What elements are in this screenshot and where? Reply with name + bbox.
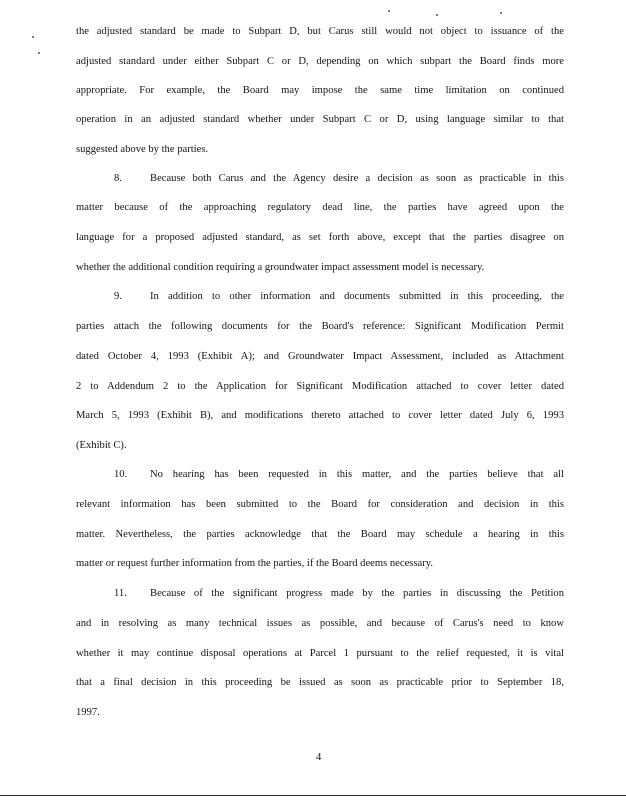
continuation-line: appropriate. For example, the Board may impose the same time limitation on continued bbox=[76, 85, 564, 96]
paragraph-line: whether it may continue disposal operations at Parcel 1 pursuant to the relief requested, it is vital bbox=[76, 648, 564, 659]
paragraph-line: Because of the significant progress made by the parties in discussing the Petition bbox=[150, 588, 564, 599]
continuation-line: the adjusted standard be made to Subpart D, but Carus still would not object to issuance of the bbox=[76, 26, 564, 37]
paragraph-line: Because both Carus and the Agency desire a decision as soon as practicable in this bbox=[150, 173, 564, 184]
page-bottom-rule bbox=[0, 795, 626, 796]
paragraph-line: matter because of the approaching regulatory dead line, the parties have agreed upon the bbox=[76, 202, 564, 213]
page-number: 4 bbox=[316, 752, 322, 763]
scan-speck bbox=[388, 10, 390, 12]
paragraph-line: parties attach the following documents for the Board's reference: Significant Modification Permit bbox=[76, 321, 564, 332]
paragraph-line: that a final decision in this proceeding be issued as soon as practicable prior to September 18, bbox=[76, 677, 564, 688]
scan-speck bbox=[38, 52, 40, 54]
paragraph-line: 2 to Addendum 2 to the Application for Significant Modification attached to cover letter dated bbox=[76, 381, 564, 392]
paragraph-line: No hearing has been requested in this matter, and the parties believe that all bbox=[150, 469, 564, 480]
paragraph-line: matter. Nevertheless, the parties acknowledge that the Board may schedule a hearing in this bbox=[76, 529, 564, 540]
paragraph-line: March 5, 1993 (Exhibit B), and modifications thereto attached to cover letter dated July 6, 1993 bbox=[76, 410, 564, 421]
paragraph-number: 8. bbox=[114, 173, 122, 184]
paragraph-line: 1997. bbox=[76, 707, 100, 718]
scan-speck bbox=[32, 36, 34, 38]
scan-speck bbox=[500, 12, 502, 14]
paragraph-line: (Exhibit C). bbox=[76, 440, 127, 451]
paragraph-number: 9. bbox=[114, 291, 122, 302]
continuation-line: adjusted standard under either Subpart C or D, depending on which subpart the Board finds more bbox=[76, 56, 564, 67]
paragraph-number: 11. bbox=[114, 588, 127, 599]
paragraph-number: 10. bbox=[114, 469, 128, 480]
paragraph-line: whether the additional condition requiring a groundwater impact assessment model is necessary. bbox=[76, 262, 485, 273]
paragraph-line: language for a proposed adjusted standard, as set forth above, except that the parties disagree on bbox=[76, 232, 564, 243]
continuation-line: operation in an adjusted standard whether under Subpart C or D, using language similar to that bbox=[76, 114, 564, 125]
paragraph-line: In addition to other information and documents submitted in this proceeding, the bbox=[150, 291, 564, 302]
scan-speck bbox=[436, 14, 438, 16]
continuation-line: suggested above by the parties. bbox=[76, 144, 209, 155]
paragraph-line: dated October 4, 1993 (Exhibit A); and Groundwater Impact Assessment, included as Attachment bbox=[76, 351, 564, 362]
paragraph-line: relevant information has been submitted to the Board for consideration and decision in this bbox=[76, 499, 564, 510]
paragraph-line: and in resolving as many technical issues as possible, and because of Carus's need to know bbox=[76, 618, 564, 629]
paragraph-line: matter or request further information from the parties, if the Board deems necessary. bbox=[76, 558, 434, 569]
